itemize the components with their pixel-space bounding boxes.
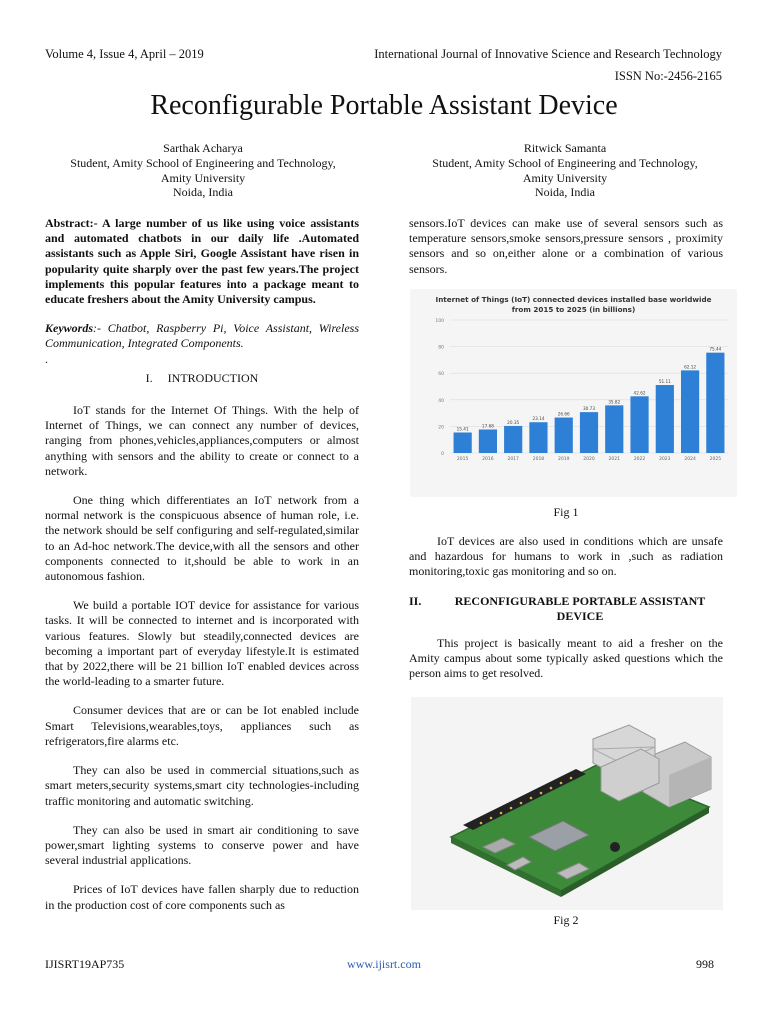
section-heading-2 (409, 594, 723, 624)
chart-xtick-label: 2018 (532, 457, 545, 462)
figure-1-caption: Fig 1 (553, 505, 579, 519)
chart-data-label: 51.11 (658, 379, 671, 385)
chart-data-label: 17.68 (481, 423, 494, 429)
right-column-middle (409, 534, 723, 696)
chart-title-line-2: from 2015 to 2025 (in billions) (511, 305, 636, 314)
chart-bar (529, 422, 547, 453)
chart-data-label: 62.12 (684, 364, 697, 370)
chart-ytick-label: 20 (438, 425, 444, 431)
chart-xtick-label: 2024 (684, 457, 696, 462)
paragraph: Consumer devices that are or can be Iot enabled include Smart Televisions,wearables,toys, appliances such as refrigerators,fire alarms etc. (45, 703, 359, 748)
paper-title: Reconfigurable Portable Assistant Device (150, 90, 618, 121)
paragraph: One thing which differentiates an IoT network from a normal network is the conspicuous absence of human role, i.e. the network should be self configuring and self-regulated,similar to an Ad-hoc network.The device,with all the sensors and other components connected to it,should be able to work in an autonomous fashion. (45, 493, 359, 584)
chart-ytick-label: 40 (438, 398, 444, 404)
chart-bar (681, 370, 699, 453)
author-block (400, 141, 730, 200)
author-affiliation: Student, Amity School of Engineering and Technology, (432, 155, 698, 170)
section-title: RECONFIGURABLE PORTABLE ASSISTANT DEVICE (454, 593, 706, 623)
figure-2-photo (411, 697, 723, 910)
chart-data-label: 20.35 (507, 419, 520, 425)
chart-data-label: 35.82 (608, 399, 621, 405)
chart-title-line-1: Internet of Things (IoT) connected devices installed base worldwide (435, 295, 712, 304)
chart-xtick-label: 2025 (709, 457, 722, 462)
journal-volume: Volume 4, Issue 4, April – 2019 (45, 47, 204, 61)
section-title: INTRODUCTION (167, 370, 259, 385)
paragraph: IoT devices are also used in conditions which are unsafe and hazardous for humans to work in ,such as radiation monitoring,toxic gas monitoring and so on. (409, 534, 723, 579)
chart-bar (630, 396, 648, 453)
abstract: Abstract:- A large number of us like using voice assistants and automated chatbots in our daily life .Automated assistants such as Apple Siri, Google Assistant have risen in popularity quite sharply over the past few years.The project implements this popular features into a package meant to educate freshers about the Amity University campus. (45, 216, 359, 307)
keywords-label: Keywords (45, 321, 93, 336)
chart-ytick-label: 100 (435, 319, 444, 324)
chart-data-label: 26.66 (557, 411, 570, 417)
chart-data-label: 42.62 (633, 390, 646, 396)
left-column (45, 216, 359, 927)
author-university: Amity University (160, 170, 246, 185)
chart-xtick-label: 2017 (507, 457, 519, 462)
author-block (38, 141, 368, 200)
chart-xtick-label: 2021 (608, 457, 620, 462)
section-number: I. (145, 370, 153, 385)
chart-bar (454, 433, 472, 453)
stray-dot: . (45, 351, 48, 366)
chart-bar (479, 429, 497, 453)
right-column-top (409, 216, 723, 291)
chart-ytick-label: 60 (438, 372, 444, 378)
chart-bar (555, 418, 573, 453)
chart-ytick-label: 0 (441, 452, 444, 457)
keywords (45, 321, 359, 351)
chart-data-label: 15.41 (456, 426, 469, 432)
chart-xtick-label: 2022 (633, 457, 646, 462)
paragraph: Prices of IoT devices have fallen sharply due to reduction in the production cost of core components such as (45, 882, 359, 912)
paragraph: We build a portable IOT device for assistance for various tasks. It will be connected to internet and is incorporated with various features. Slowly but steadily,connected devices are becoming a important part of everyday lifestyle.It is estimated that by 2022,there will be 21 billion IoT enabled devices across the world-leading to a smarter future. (45, 598, 359, 689)
journal-name: International Journal of Innovative Science and Research Technology (374, 47, 722, 61)
author-university: Amity University (522, 170, 608, 185)
keywords-text: :- Chatbot, Raspberry Pi, Voice Assistant, Wireless Communication, Integrated Components. (45, 321, 359, 351)
chart-xtick-label: 2019 (558, 457, 570, 462)
chart-data-label: 75.44 (709, 346, 722, 352)
chart-bar (656, 385, 674, 453)
paragraph: sensors.IoT devices can make use of several sensors such as temperature sensors,smoke sensors,pressure sensors , proximity sensors and so on,either alone or a combination of various sensors. (409, 216, 723, 276)
paragraph: They can also be used in smart air conditioning to save power,smart lighting systems to conserve power and have several industrial applications. (45, 822, 359, 868)
footer-page-number: 998 (696, 957, 714, 971)
chart-plot (410, 289, 737, 497)
figure-2-caption: Fig 2 (553, 913, 579, 927)
author-affiliation: Student, Amity School of Engineering and Technology, (70, 155, 336, 170)
chart-bar (706, 353, 724, 453)
chart-bar (504, 426, 522, 453)
chart-xtick-label: 2016 (482, 457, 494, 462)
section-number: II. (409, 593, 422, 608)
chart-xtick-label: 2020 (583, 457, 595, 462)
issn: ISSN No:-2456-2165 (614, 69, 722, 83)
chart-data-label: 30.73 (583, 406, 595, 412)
chart-xtick-label: 2023 (659, 457, 671, 462)
author-location: Noida, India (535, 185, 595, 200)
chart-bar (580, 412, 598, 453)
footer-paper-id: IJISRT19AP735 (45, 957, 125, 971)
footer-website-link[interactable]: www.ijisrt.com (347, 957, 421, 971)
section-heading-introduction (45, 371, 359, 386)
author-name: Ritwick Samanta (523, 141, 607, 155)
paragraph: They can also be used in commercial situations,such as smart meters,security systems,smart city technologies-including traffic monitoring and automatic switching. (45, 763, 359, 808)
chart-bar (605, 405, 623, 453)
paragraph: This project is basically meant to aid a fresher on the Amity campus about some typically asked questions which the person aims to get resolved. (409, 636, 723, 681)
paragraph: IoT stands for the Internet Of Things. With the help of Internet of Things, we can connect any number of devices, ranging from phones,vehicles,appliances,computers or almost anything with sensors and the ability to create or connect to a network. (45, 403, 359, 478)
raspberry-pi-board-illustration (411, 697, 723, 910)
chart-ytick-label: 80 (438, 345, 444, 351)
author-name: Sarthak Acharya (163, 141, 243, 155)
figure-1-chart (410, 289, 737, 497)
chart-xtick-label: 2015 (456, 457, 469, 462)
chart-data-label: 23.14 (532, 416, 545, 422)
author-location: Noida, India (173, 185, 233, 200)
